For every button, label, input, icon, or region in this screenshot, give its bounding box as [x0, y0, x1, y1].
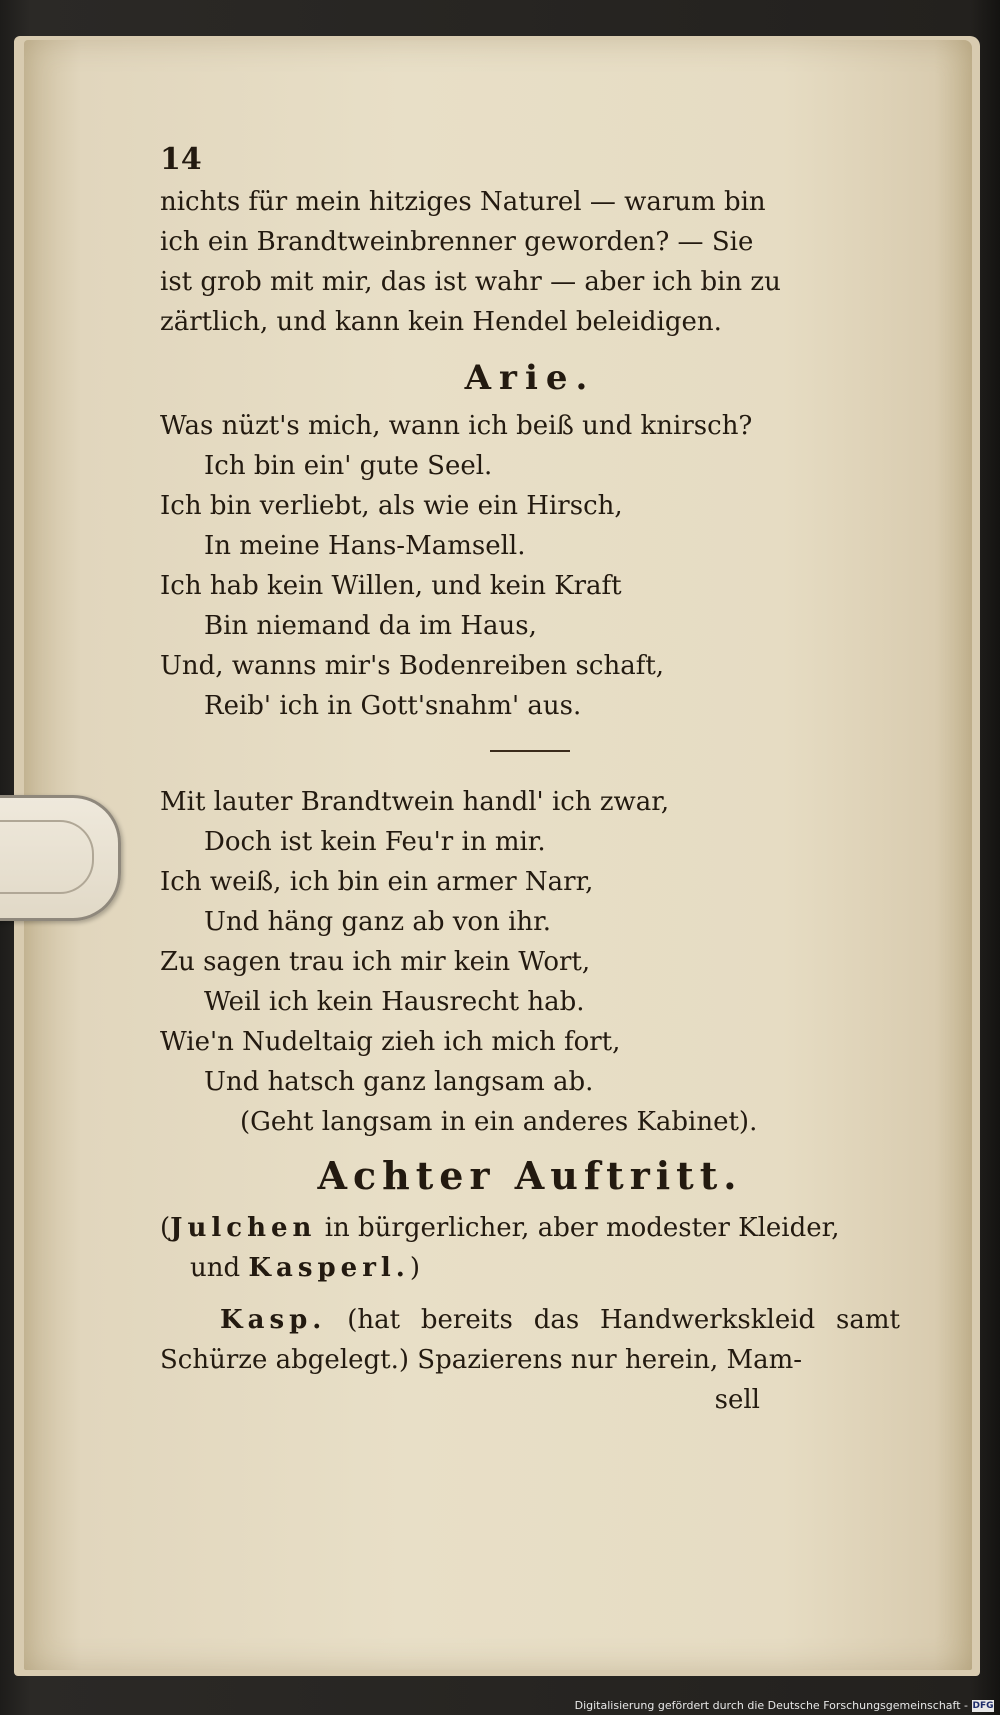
- speaker-name: Kasp.: [220, 1305, 327, 1335]
- verse-line: Wie'n Nudeltaig zieh ich mich fort,: [160, 1027, 621, 1057]
- prose-line: nichts für mein hitziges Naturel — warum bin: [160, 187, 766, 217]
- dfg-logo-icon: DFG: [972, 1700, 994, 1711]
- prose-line: ich ein Brandtweinbrenner geworden? — Sie: [160, 227, 754, 257]
- verse-line: Und, wanns mir's Bodenreiben schaft,: [160, 651, 665, 681]
- aria-heading: Arie.: [464, 358, 596, 398]
- scene-heading: Achter Auftritt.: [317, 1153, 743, 1198]
- verse-line: Ich weiß, ich bin ein armer Narr,: [160, 867, 594, 897]
- scene-note-continuation: und Kasperl.): [190, 1253, 420, 1283]
- footer-credit: Digitalisierung gefördert durch die Deutsche Forschungsgemeinschaft -: [574, 1699, 968, 1712]
- digitization-footer: [575, 1699, 994, 1712]
- verse-line: Ich hab kein Willen, und kein Kraft: [160, 571, 622, 601]
- verse-line: Und hatsch ganz langsam ab.: [204, 1067, 594, 1097]
- verse-line: Zu sagen trau ich mir kein Wort,: [160, 947, 591, 977]
- stage-direction-exit: (Geht langsam in ein anderes Kabinet).: [240, 1107, 758, 1137]
- verse-stanza-1: [160, 406, 900, 726]
- dialogue-paragraph: [160, 1300, 900, 1380]
- bookmark-slip: [0, 795, 121, 921]
- prose-line: zärtlich, und kann kein Hendel beleidigen.: [160, 307, 722, 337]
- verse-line: Doch ist kein Feu'r in mir.: [204, 827, 546, 857]
- character-name-kasperl: Kasperl.: [248, 1253, 410, 1283]
- verse-line: Weil ich kein Hausrecht hab.: [204, 987, 585, 1017]
- opening-prose: [160, 182, 900, 342]
- stanza-divider: [490, 750, 570, 752]
- verse-stanza-2: [160, 782, 900, 1102]
- page-text: [160, 140, 900, 1420]
- verse-line: Und häng ganz ab von ihr.: [204, 907, 551, 937]
- scene-note-conjunction: und: [190, 1253, 241, 1283]
- verse-line: Mit lauter Brandtwein handl' ich zwar,: [160, 787, 670, 817]
- prose-line: ist grob mit mir, das ist wahr — aber ich bin zu: [160, 267, 781, 297]
- page-number: 14: [160, 142, 202, 177]
- verse-line: Ich bin verliebt, als wie ein Hirsch,: [160, 491, 623, 521]
- verse-line: Reib' ich in Gott'snahm' aus.: [204, 691, 582, 721]
- scene-note-text: in bürgerlicher, aber modester Kleider,: [324, 1213, 840, 1243]
- verse-line: In meine Hans-Mamsell.: [204, 531, 526, 561]
- verse-line: Was nüzt's mich, wann ich beiß und knirsch?: [160, 411, 753, 441]
- dialogue-text: (hat bereits das Handwerkskleid samt Schürze abgelegt.) Spazierens nur herein, Mam-: [160, 1305, 900, 1375]
- character-name-julchen: Julchen: [170, 1213, 317, 1243]
- verse-line: Bin niemand da im Haus,: [204, 611, 537, 641]
- catchword: sell: [714, 1385, 760, 1415]
- verse-line: Ich bin ein' gute Seel.: [204, 451, 493, 481]
- scene-character-note: (Julchen in bürgerlicher, aber modester Kleider, und Kasperl.): [160, 1208, 900, 1288]
